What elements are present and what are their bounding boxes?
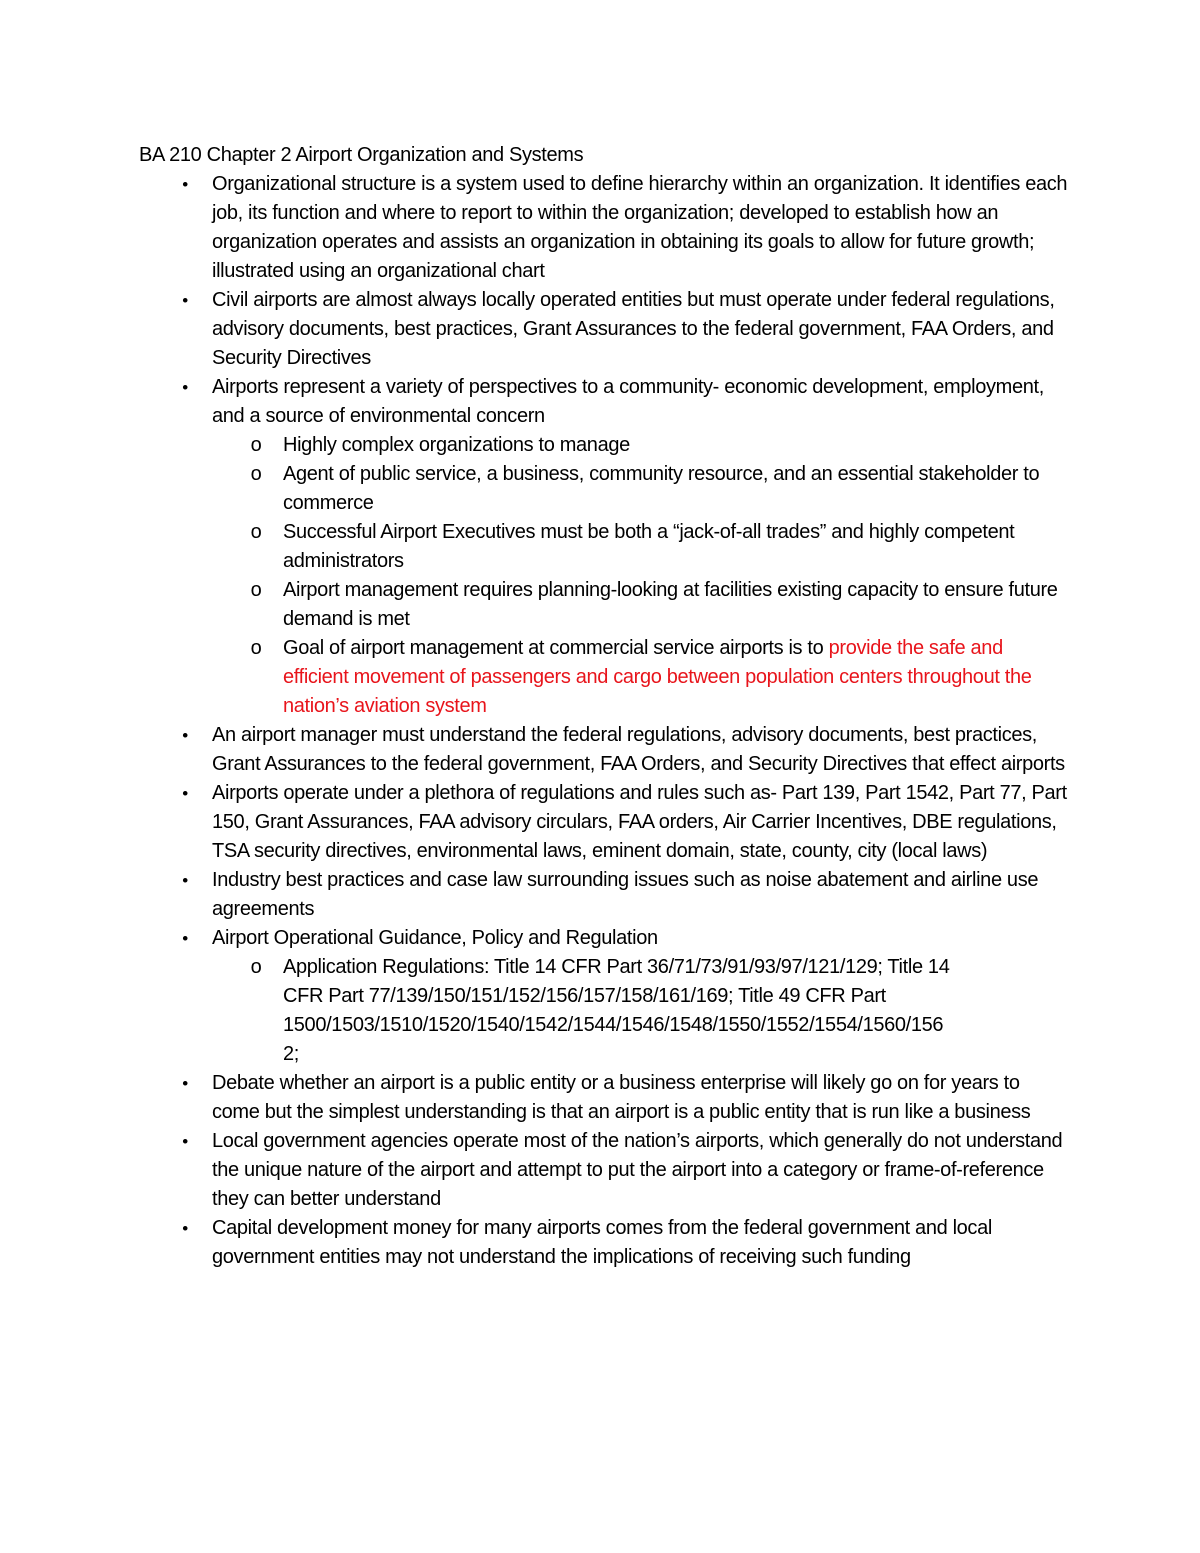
- sub-list-item: [212, 518, 1069, 576]
- list-item: [139, 721, 1069, 779]
- sub-bullet-icon: o: [250, 521, 262, 543]
- list-item-text: Debate whether an airport is a public entity or a business enterprise will likely go on for years to come but the simplest understanding is that an airport is a public entity that is run like a business: [212, 1072, 1031, 1123]
- sub-list: [212, 953, 1069, 1069]
- list-item-text: Civil airports are almost always locally operated entities but must operate under federal regulations, advisory documents, best practices, Grant Assurances to the federal government, FAA Orders, and Security Directives: [212, 289, 1055, 369]
- sub-list-item-text: Successful Airport Executives must be both a “jack-of-all trades” and highly competent administrators: [283, 521, 1015, 572]
- list-item-text: An airport manager must understand the federal regulations, advisory documents, best practices, Grant Assurances to the federal government, FAA Orders, and Security Directives that effect airports: [212, 724, 1065, 775]
- sub-bullet-icon: o: [250, 956, 262, 978]
- list-item-text: Capital development money for many airports comes from the federal government and local government entities may not understand the implications of receiving such funding: [212, 1217, 992, 1268]
- list-item-text: Airports represent a variety of perspectives to a community- economic development, employment, and a source of environmental concern: [212, 376, 1044, 427]
- sub-list-item: [212, 460, 1069, 518]
- bullet-icon: •: [182, 378, 188, 397]
- regulation-line: Application Regulations: Title 14 CFR Part 36/71/73/91/93/97/121/129; Title 14: [283, 956, 950, 978]
- regulation-line: CFR Part 77/139/150/151/152/156/157/158/161/169; Title 49 CFR Part: [283, 985, 886, 1007]
- sub-bullet-icon: o: [250, 579, 262, 601]
- sub-list-item-goal: [212, 634, 1069, 721]
- list-item: [139, 779, 1069, 866]
- sub-list-item: [212, 576, 1069, 634]
- bullet-icon: •: [182, 1219, 188, 1238]
- list-item: [139, 286, 1069, 373]
- document-page: [139, 141, 1069, 1272]
- sub-list: [212, 431, 1069, 721]
- list-item: [139, 1127, 1069, 1214]
- sub-bullet-icon: o: [250, 434, 262, 456]
- list-item-text: Airport Operational Guidance, Policy and Regulation: [212, 927, 658, 949]
- sub-list-item: [212, 431, 1069, 460]
- goal-highlight-text: provide the safe and efficient movement of passengers and cargo between population centers throughout the nation’s aviation system: [283, 637, 1032, 717]
- goal-prefix-text: Goal of airport management at commercial service airports is to: [283, 637, 829, 659]
- list-item: [139, 924, 1069, 1069]
- sub-list-item: [212, 953, 1069, 1069]
- bullet-icon: •: [182, 784, 188, 803]
- list-item: [139, 1214, 1069, 1272]
- sub-bullet-icon: o: [250, 637, 262, 659]
- list-item: [139, 866, 1069, 924]
- bullet-icon: •: [182, 175, 188, 194]
- list-item: [139, 373, 1069, 721]
- sub-bullet-icon: o: [250, 463, 262, 485]
- bullet-icon: •: [182, 1074, 188, 1093]
- list-item: [139, 1069, 1069, 1127]
- bullet-icon: •: [182, 929, 188, 948]
- sub-list-item-text: Agent of public service, a business, community resource, and an essential stakeholder to commerce: [283, 463, 1040, 514]
- sub-list-item-text: Airport management requires planning-looking at facilities existing capacity to ensure future demand is met: [283, 579, 1058, 630]
- list-item-text: Airports operate under a plethora of regulations and rules such as- Part 139, Part 1542, Part 77, Part 150, Grant Assurances, FAA advisory circulars, FAA orders, Air Carrier Incentives, DBE regulations, TSA security directives, environmental laws, eminent domain, state, county, city (local laws): [212, 782, 1067, 862]
- bullet-list: [139, 170, 1069, 1272]
- sub-list-item-text: Highly complex organizations to manage: [283, 434, 630, 456]
- bullet-icon: •: [182, 1132, 188, 1151]
- bullet-icon: •: [182, 726, 188, 745]
- list-item-text: Organizational structure is a system used to define hierarchy within an organization. It identifies each job, its function and where to report to within the organization; developed to establish how an organization operates and assists an organization in obtaining its goals to allow for future growth; illustrated using an organizational chart: [212, 173, 1068, 282]
- regulation-line: 1500/1503/1510/1520/1540/1542/1544/1546/1548/1550/1552/1554/1560/156: [283, 1014, 944, 1036]
- list-item: [139, 170, 1069, 286]
- list-item-text: Local government agencies operate most of the nation’s airports, which generally do not understand the unique nature of the airport and attempt to put the airport into a category or frame-of-reference they can better understand: [212, 1130, 1063, 1210]
- document-title: BA 210 Chapter 2 Airport Organization and Systems: [139, 144, 584, 166]
- bullet-icon: •: [182, 291, 188, 310]
- regulation-line: 2;: [283, 1043, 299, 1065]
- bullet-icon: •: [182, 871, 188, 890]
- list-item-text: Industry best practices and case law surrounding issues such as noise abatement and airline use agreements: [212, 869, 1039, 920]
